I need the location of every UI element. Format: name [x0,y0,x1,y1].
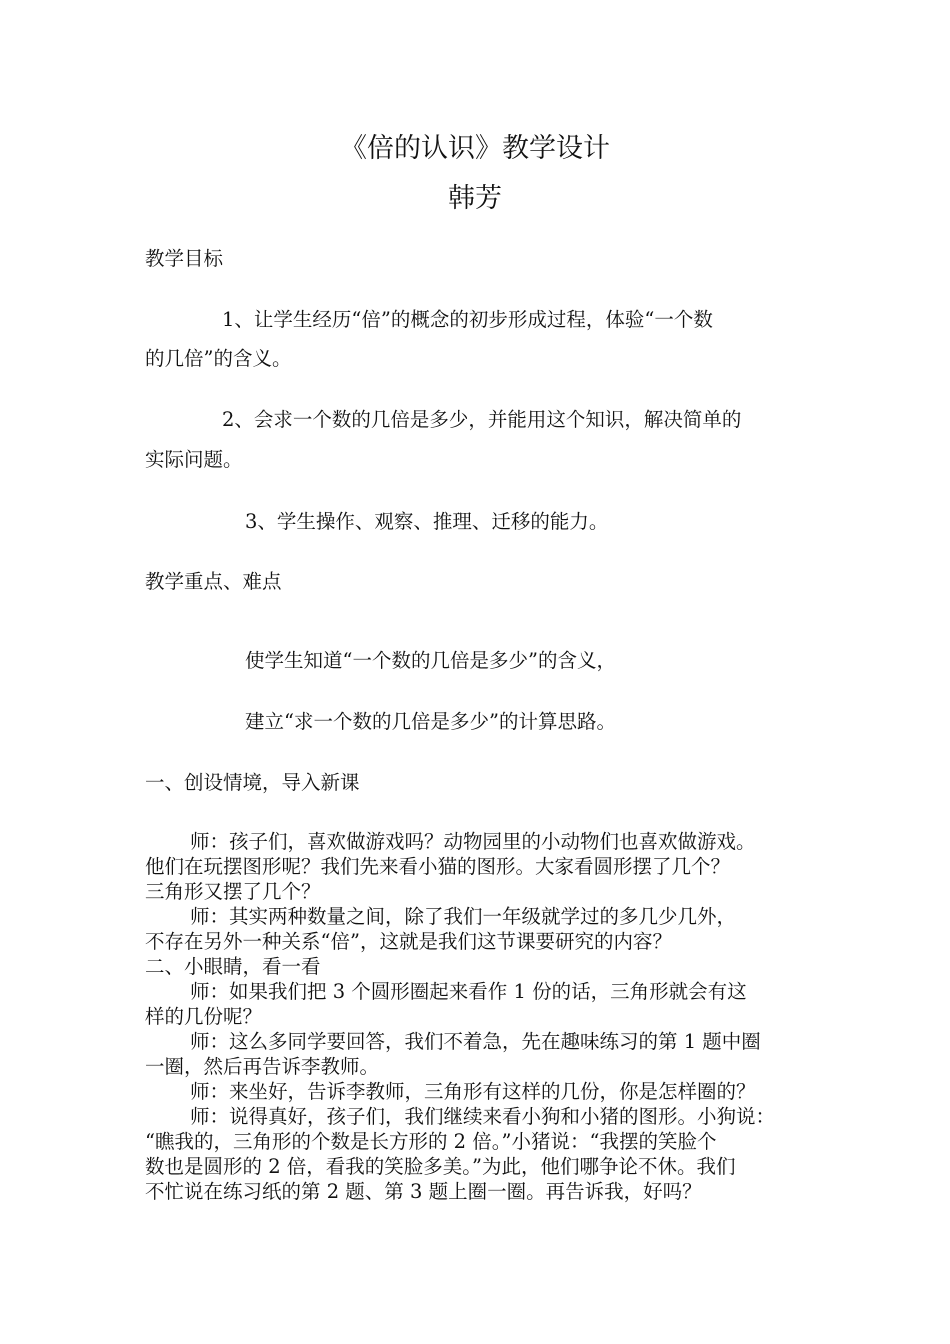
paragraph-5-line-1: 师：来坐好，告诉李教师，三角形有这样的几份，你是怎样圈的？ [190,1080,756,1103]
paragraph-4-line-2: 一圈，然后再告诉李教师。 [145,1055,380,1078]
section-heading-two: 二、小眼睛，看一看 [145,955,321,978]
paragraph-6-line-2: “瞧我的，三角形的个数是长方形的 2 倍。”小猪说：“我摆的笑脸个 [145,1130,717,1153]
paragraph-6-line-4: 不忙说在练习纸的第 2 题、第 3 题上圈一圈。再告诉我，好吗？ [145,1180,702,1203]
objective-2-line-1: 2、会求一个数的几倍是多少，并能用这个知识，解决简单的 [222,408,742,431]
paragraph-1-line-2: 他们在玩摆图形呢？我们先来看小猫的图形。大家看圆形摆了几个？ [145,855,731,878]
section-heading-objectives: 教学目标 [145,247,224,270]
paragraph-2-line-2: 不存在另外一种关系“倍”，这就是我们这节课要研究的内容？ [145,930,672,953]
paragraph-6-line-1: 师：说得真好，孩子们，我们继续来看小狗和小猪的图形。小狗说： [190,1105,776,1128]
objective-2-line-2: 实际问题。 [145,448,243,471]
objective-1-line-1: 1、让学生经历“倍”的概念的初步形成过程，体验“一个数 [222,308,713,331]
paragraph-6-line-3: 数也是圆形的 2 倍，看我的笑脸多美。”为此，他们哪争论不休。我们 [145,1155,736,1178]
document-title: 《倍的认识》教学设计 [340,133,610,164]
key-point-1: 使学生知道“一个数的几倍是多少”的含义， [245,649,616,672]
objective-3: 3、学生操作、观察、推理、迁移的能力。 [245,510,609,533]
document-author: 韩芳 [448,183,502,214]
paragraph-4-line-1: 师：这么多同学要回答，我们不着急，先在趣味练习的第 1 题中圈 [190,1030,761,1053]
paragraph-3-line-2: 样的几份呢？ [145,1005,263,1028]
paragraph-1-line-3: 三角形又摆了几个？ [145,880,321,903]
paragraph-1-line-1: 师：孩子们，喜欢做游戏吗？动物园里的小动物们也喜欢做游戏。 [190,830,756,853]
key-point-2: 建立“求一个数的几倍是多少”的计算思路。 [245,710,616,733]
objective-1-line-2: 的几倍”的含义。 [145,347,292,370]
section-heading-key-points: 教学重点、难点 [145,570,282,593]
section-heading-one: 一、创设情境，导入新课 [145,771,360,794]
paragraph-3-line-1: 师：如果我们把 3 个圆形圈起来看作 1 份的话，三角形就会有这 [190,980,747,1003]
paragraph-2-line-1: 师：其实两种数量之间，除了我们一年级就学过的多几少几外， [190,905,737,928]
